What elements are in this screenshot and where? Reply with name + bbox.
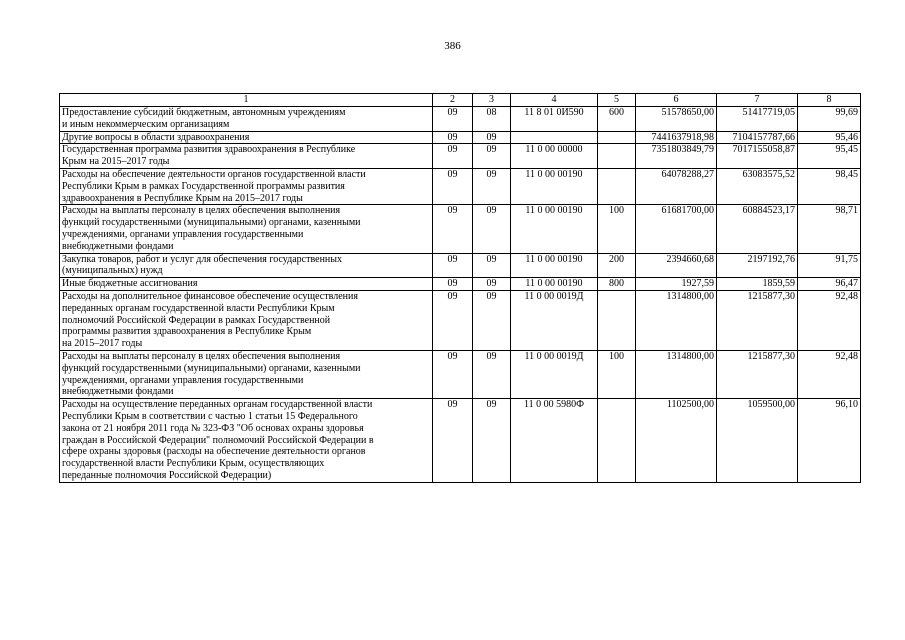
- row-description: Расходы на выплаты персоналу в целях обеспечения выполнения функций государственными (муниципальными) органами, казенными учреждениями, органами управления государственными внебюджетными фондами: [60, 205, 433, 253]
- subsection-code: 08: [473, 107, 511, 132]
- header-cell: 1: [60, 94, 433, 107]
- header-cell: 4: [511, 94, 598, 107]
- expense-type-code: [598, 399, 636, 483]
- page-number: 386: [444, 40, 461, 52]
- row-description: Расходы на обеспечение деятельности органов государственной власти Республики Крым в рамках Государственной программы развития здравоохранения в Республике Крым на 2015–2017 годы: [60, 168, 433, 204]
- header-cell: 3: [473, 94, 511, 107]
- subsection-code: 09: [473, 399, 511, 483]
- planned-amount: 1314800,00: [636, 350, 717, 398]
- subsection-code: 09: [473, 144, 511, 169]
- row-description: Закупка товаров, работ и услуг для обеспечения государственных (муниципальных) нужд: [60, 253, 433, 278]
- execution-percent: 98,45: [798, 168, 861, 204]
- executed-amount: 51417719,05: [717, 107, 798, 132]
- expense-type-code: 100: [598, 205, 636, 253]
- table-row: [60, 253, 861, 278]
- executed-amount: 63083575,52: [717, 168, 798, 204]
- planned-amount: 61681700,00: [636, 205, 717, 253]
- executed-amount: 7104157787,66: [717, 131, 798, 144]
- row-description: Расходы на осуществление переданных органам государственной власти Республики Крым в соответствии с частью 1 статьи 15 Федерального закона от 21 ноября 2011 года № 323-ФЗ "Об основах охраны здоровья граждан в Российской Федерации" полномочий Российской Федерации в сфере охраны здоровья (расходы на обеспечение деятельности органов государственной власти Республики Крым, осуществляющих переданные полномочия Российской Федерации): [60, 399, 433, 483]
- target-article-code: 11 0 00 00190: [511, 168, 598, 204]
- section-code: 09: [433, 205, 473, 253]
- subsection-code: 09: [473, 253, 511, 278]
- section-code: 09: [433, 399, 473, 483]
- target-article-code: [511, 131, 598, 144]
- target-article-code: 11 0 00 0019Д: [511, 350, 598, 398]
- executed-amount: 7017155058,87: [717, 144, 798, 169]
- executed-amount: 60884523,17: [717, 205, 798, 253]
- planned-amount: 1314800,00: [636, 290, 717, 350]
- execution-percent: 91,75: [798, 253, 861, 278]
- section-code: 09: [433, 107, 473, 132]
- execution-percent: 95,45: [798, 144, 861, 169]
- execution-percent: 96,47: [798, 278, 861, 291]
- section-code: 09: [433, 144, 473, 169]
- expense-type-code: 100: [598, 350, 636, 398]
- table-header-row: [60, 94, 861, 107]
- row-description: Расходы на дополнительное финансовое обеспечение осуществления переданных органам государственной власти Республики Крым полномочий Российской Федерации в рамках Государственной программы развития здравоохранения в Республике Крым на 2015–2017 годы: [60, 290, 433, 350]
- header-cell: 7: [717, 94, 798, 107]
- section-code: 09: [433, 350, 473, 398]
- expense-type-code: 800: [598, 278, 636, 291]
- planned-amount: 51578650,00: [636, 107, 717, 132]
- row-description: Расходы на выплаты персоналу в целях обеспечения выполнения функций государственными (муниципальными) органами, казенными учреждениями, органами управления государственными внебюджетными фондами: [60, 350, 433, 398]
- section-code: 09: [433, 278, 473, 291]
- subsection-code: 09: [473, 168, 511, 204]
- header-cell: 8: [798, 94, 861, 107]
- table-row: [60, 399, 861, 483]
- execution-percent: 99,69: [798, 107, 861, 132]
- executed-amount: 1215877,30: [717, 290, 798, 350]
- expense-type-code: [598, 131, 636, 144]
- executed-amount: 2197192,76: [717, 253, 798, 278]
- expense-type-code: 200: [598, 253, 636, 278]
- section-code: 09: [433, 253, 473, 278]
- target-article-code: 11 0 00 5980Ф: [511, 399, 598, 483]
- row-description: Другие вопросы в области здравоохранения: [60, 131, 433, 144]
- header-cell: 6: [636, 94, 717, 107]
- table-row: [60, 131, 861, 144]
- execution-percent: 95,46: [798, 131, 861, 144]
- subsection-code: 09: [473, 205, 511, 253]
- budget-table: [59, 93, 861, 483]
- expense-type-code: [598, 290, 636, 350]
- table-row: [60, 290, 861, 350]
- target-article-code: 11 0 00 00190: [511, 278, 598, 291]
- table-row: [60, 107, 861, 132]
- target-article-code: 11 0 00 00000: [511, 144, 598, 169]
- target-article-code: 11 0 00 00190: [511, 253, 598, 278]
- section-code: 09: [433, 168, 473, 204]
- execution-percent: 92,48: [798, 350, 861, 398]
- table-body: [60, 107, 861, 483]
- row-description: Государственная программа развития здравоохранения в Республике Крым на 2015–2017 годы: [60, 144, 433, 169]
- target-article-code: 11 8 01 0И590: [511, 107, 598, 132]
- subsection-code: 09: [473, 131, 511, 144]
- table-row: [60, 168, 861, 204]
- planned-amount: 7441637918,98: [636, 131, 717, 144]
- executed-amount: 1059500,00: [717, 399, 798, 483]
- header-cell: 5: [598, 94, 636, 107]
- planned-amount: 64078288,27: [636, 168, 717, 204]
- subsection-code: 09: [473, 278, 511, 291]
- execution-percent: 98,71: [798, 205, 861, 253]
- executed-amount: 1859,59: [717, 278, 798, 291]
- subsection-code: 09: [473, 350, 511, 398]
- expense-type-code: [598, 144, 636, 169]
- planned-amount: 1102500,00: [636, 399, 717, 483]
- expense-type-code: [598, 168, 636, 204]
- expense-type-code: 600: [598, 107, 636, 132]
- planned-amount: 7351803849,79: [636, 144, 717, 169]
- planned-amount: 2394660,68: [636, 253, 717, 278]
- header-cell: 2: [433, 94, 473, 107]
- table-row: [60, 205, 861, 253]
- table-row: [60, 278, 861, 291]
- target-article-code: 11 0 00 00190: [511, 205, 598, 253]
- table-row: [60, 144, 861, 169]
- table-row: [60, 350, 861, 398]
- execution-percent: 92,48: [798, 290, 861, 350]
- row-description: Иные бюджетные ассигнования: [60, 278, 433, 291]
- section-code: 09: [433, 290, 473, 350]
- subsection-code: 09: [473, 290, 511, 350]
- target-article-code: 11 0 00 0019Д: [511, 290, 598, 350]
- planned-amount: 1927,59: [636, 278, 717, 291]
- executed-amount: 1215877,30: [717, 350, 798, 398]
- execution-percent: 96,10: [798, 399, 861, 483]
- row-description: Предоставление субсидий бюджетным, автономным учреждениям и иным некоммерческим организациям: [60, 107, 433, 132]
- section-code: 09: [433, 131, 473, 144]
